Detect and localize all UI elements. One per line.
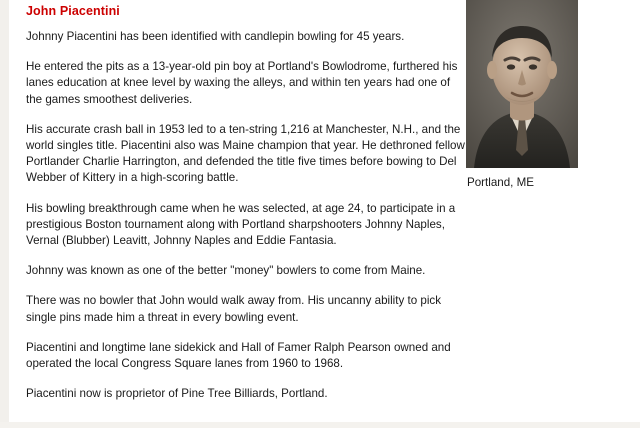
page-left-margin [0,0,9,428]
paragraph: His bowling breakthrough came when he was selected, at age 24, to participate in a prestigious Boston tournament along with Portland sharpshooters Johnny Naples, Vernal (Blubber) Leavitt, Johnny Naples and Eddie Fantasia. [26,201,456,248]
paragraph: There was no bowler that John would walk away from. His uncanny ability to pick single pins made him a threat in every bowling event. [26,294,441,324]
page-bottom-margin [0,422,640,428]
portrait-photo [466,0,578,168]
page-title: John Piacentini [26,4,120,18]
paragraph: Johnny was known as one of the better "money" bowlers to come from Maine. [26,264,426,278]
photo-caption: Portland, ME [467,176,535,189]
photo-block [466,0,578,189]
paragraph: His accurate crash ball in 1953 led to a ten-string 1,216 at Manchester, N.H., and the world singles title. Piacentini also was Maine champion that year. He dethroned fellow Portlander Charlie Harrington, and defended the title five times before bowing to Del Webber of Kittery in a high-scoring battle. [26,122,465,185]
article-text-column [26,4,466,402]
paragraph: Piacentini now is proprietor of Pine Tree Billiards, Portland. [26,387,328,401]
paragraph: He entered the pits as a 13-year-old pin boy at Portland's Bowlodrome, furthered his lanes education at knee level by waxing the alleys, and within ten years had one of the games smoothest deliveries. [26,60,458,106]
paragraph: Johnny Piacentini has been identified with candlepin bowling for 45 years. [26,30,405,43]
paragraph: Piacentini and longtime lane sidekick and Hall of Famer Ralph Pearson owned and operated the local Congress Square lanes from 1960 to 1968. [26,340,451,371]
